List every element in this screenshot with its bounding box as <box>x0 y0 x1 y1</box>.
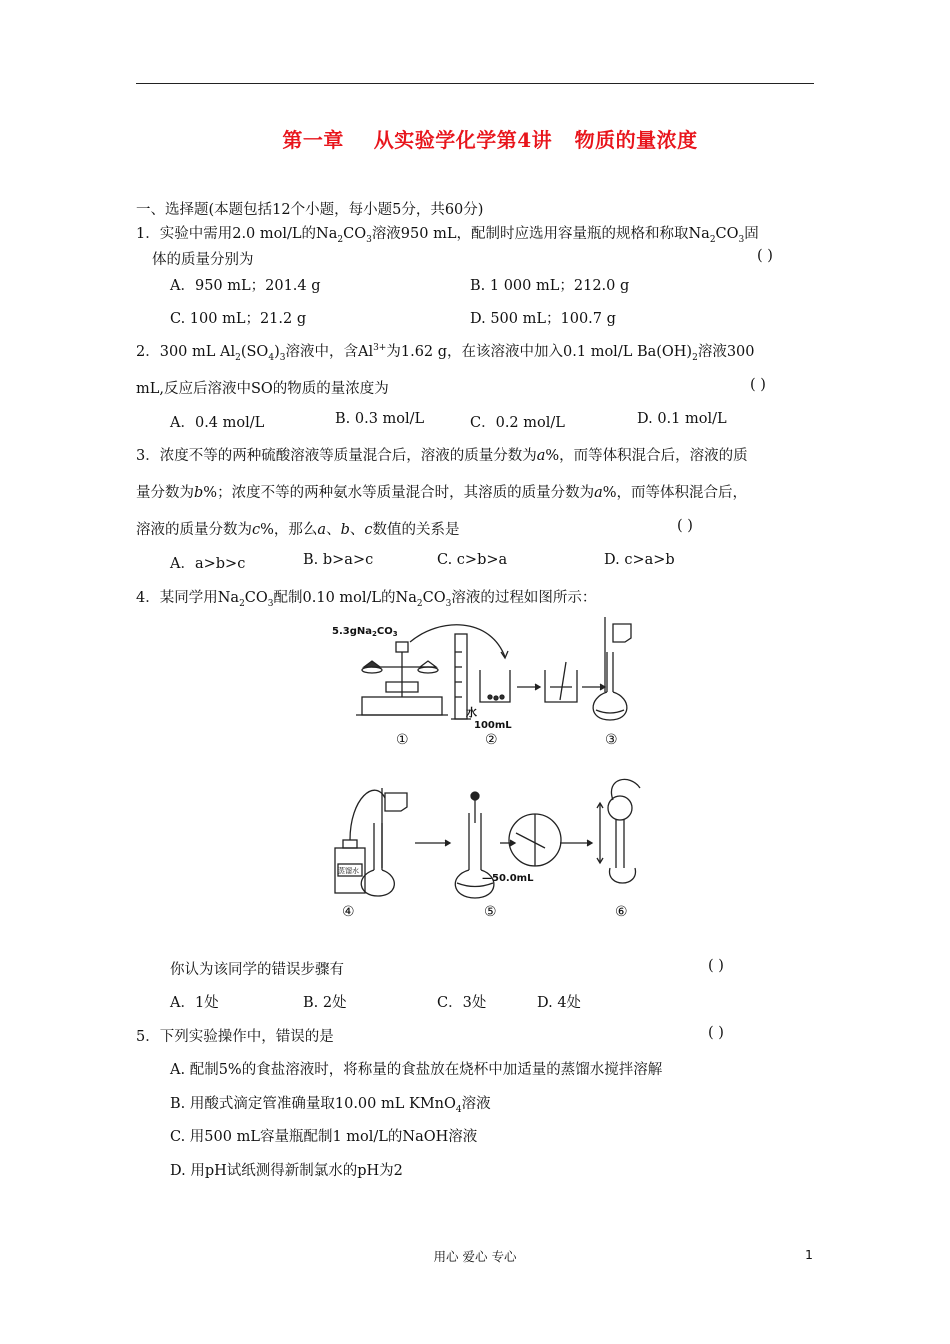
page-title: 第一章 从实验学化学第4讲 物质的量浓度 <box>282 128 698 152</box>
q1-stem-line2: 体的质量分别为 <box>152 252 254 268</box>
q3-option-b: B. b>a>c <box>303 552 374 568</box>
flask-inverted-shake <box>597 779 640 883</box>
section-heading: 一、选择题(本题包括12个小题，每小题5分，共60分) <box>136 202 484 218</box>
q2-stem-line1: 2．300 mL $Al_2(SO_4)_3$溶液中，含$Al^{3+}$为1.62 g，在该溶液中加入0.1 mol/L $Ba(OH)_2$溶液300 <box>136 343 755 363</box>
q5-answer-blank: ( ) <box>708 1025 724 1041</box>
q2-option-a: A．0.4 mol/L <box>170 415 265 431</box>
step-2-label: ② <box>485 732 498 748</box>
distilled-water-bottle <box>335 790 385 893</box>
step-6-label: ⑥ <box>615 904 628 920</box>
q5-stem: 5．下列实验操作中，错误的是 <box>136 1029 334 1045</box>
q1-option-b: B. 1 000 mL；212.0 g <box>470 278 630 294</box>
q2-answer-blank: ( ) <box>750 377 766 393</box>
experiment-figure-row2 <box>330 768 670 928</box>
volumetric-flask-pouring <box>593 617 631 720</box>
q2-option-c: C．0.2 mol/L <box>470 415 565 431</box>
q4-option-b: B. 2处 <box>303 995 347 1011</box>
glass-rod <box>560 662 566 700</box>
step-1-label: ① <box>396 732 409 748</box>
flask-with-funnel <box>361 788 407 896</box>
q3-option-c: C. c>b>a <box>437 552 508 568</box>
q5-option-a: A. 配制5%的食盐溶液时，将称量的食盐放在烧杯中加适量的蒸馏水搅拌溶解 <box>170 1062 663 1078</box>
q3-stem-line3: 溶液的质量分数为c%，那么a、b、c数值的关系是 <box>136 522 460 538</box>
q2-option-d: D. 0.1 mol/L <box>637 411 727 427</box>
q3-stem-line2: 量分数为b%；浓度不等的两种氨水等质量混合时，其溶质的质量分数为a%，而等体积混合后， <box>136 485 748 501</box>
page-footer: 用心 爱心 专心 <box>433 1249 517 1264</box>
step-5-label: ⑤ <box>484 904 497 920</box>
volume-50ml-label: —50.0mL <box>482 873 534 884</box>
page-number: 1 <box>805 1247 813 1262</box>
water-label: 水 <box>466 706 477 719</box>
volume-100ml-label: 100mL <box>474 720 512 731</box>
balance-scale <box>356 642 448 715</box>
q2-stem-line2: mL,反应后溶液中SO的物质的量浓度为 <box>136 381 389 397</box>
step-3-label: ③ <box>605 732 618 748</box>
q1-answer-blank: ( ) <box>757 248 773 264</box>
experiment-figure-row1 <box>330 612 660 752</box>
step-4-label: ④ <box>342 904 355 920</box>
q3-option-a: A．a>b>c <box>170 556 246 572</box>
q4-option-c: C．3处 <box>437 995 487 1011</box>
q1-option-a: A．950 mL；201.4 g <box>170 278 321 294</box>
q5-option-b: B. 用酸式滴定管准确量取10.00 mL KMnO$_4$溶液 <box>170 1096 491 1115</box>
q5-option-d: D. 用pH试纸测得新制氯水的pH为2 <box>170 1163 403 1179</box>
q3-answer-blank: ( ) <box>677 518 693 534</box>
q4-stem: 4．某同学用$Na_2CO_3$配制0.10 mol/L的$Na_2CO_3$溶液的过程如图所示： <box>136 590 597 609</box>
q4-option-a: A．1处 <box>170 995 219 1011</box>
q1-option-d: D. 500 mL；100.7 g <box>470 311 616 327</box>
bottle-label: 蒸馏水 <box>338 867 359 875</box>
q4-ask: 你认为该同学的错误步骤有 <box>170 962 344 978</box>
header-rule <box>136 83 814 84</box>
q3-stem-line1: 3．浓度不等的两种硫酸溶液等质量混合后，溶液的质量分数为a%，而等体积混合后，溶液的质 <box>136 448 748 464</box>
q2-option-b: B. 0.3 mol/L <box>335 411 425 427</box>
q4-answer-blank: ( ) <box>708 958 724 974</box>
sample-mass-label: $5.3gNa_2CO_3$ <box>332 626 398 638</box>
q1-stem-line1: 1．实验中需用2.0 mol/L的$Na_2CO_3$溶液950 mL，配制时应选用容量瓶的规格和称取$Na_2CO_3$固 <box>136 226 759 245</box>
q3-option-d: D. c>a>b <box>604 552 675 568</box>
q1-option-c: C. 100 mL；21.2 g <box>170 311 307 327</box>
q5-option-c: C. 用500 mL容量瓶配制1 mol/L的NaOH溶液 <box>170 1129 478 1145</box>
q4-option-d: D. 4处 <box>537 995 582 1011</box>
